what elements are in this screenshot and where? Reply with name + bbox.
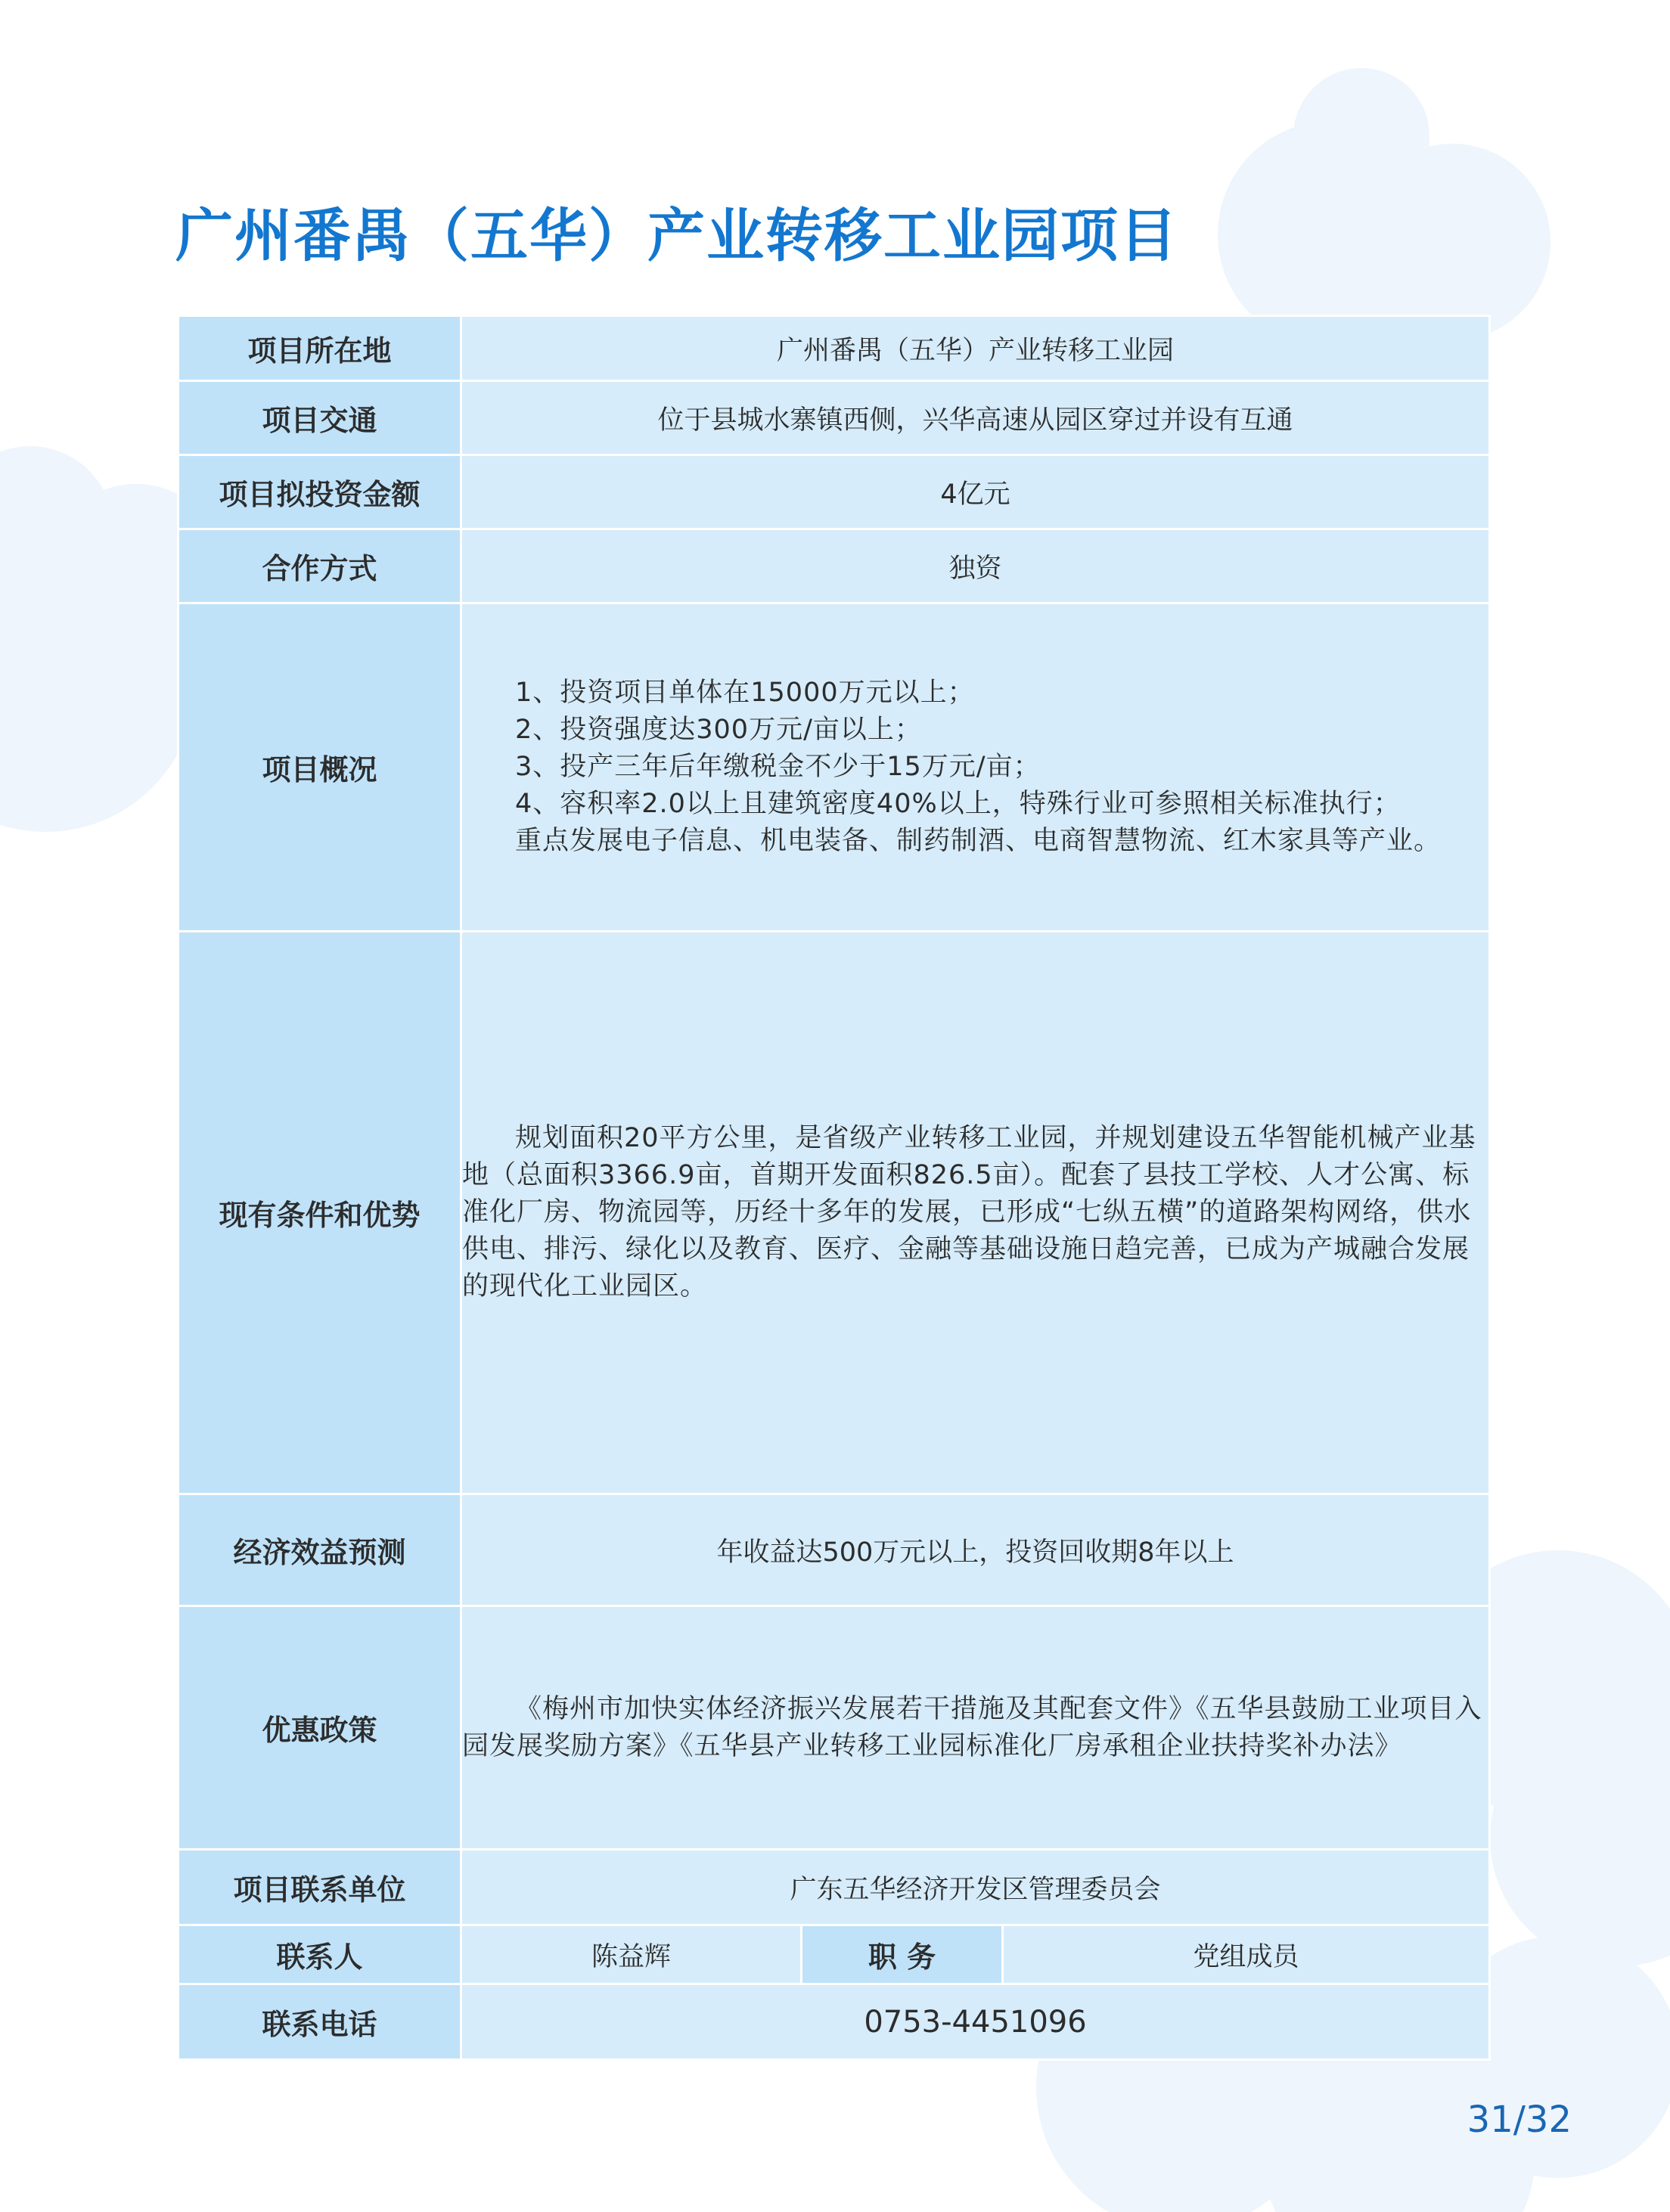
row-location	[178, 316, 1490, 381]
policy-content	[461, 1606, 1490, 1850]
overview-line: 4、容积率2.0以上且建筑密度40%以上，特殊行业可参照相关标准执行；	[515, 789, 1401, 819]
position-value: 党组成员	[1003, 1925, 1490, 1984]
benefit-value: 年收益达500万元以上，投资回收期8年以上	[461, 1494, 1490, 1606]
conditions-label: 现有条件和优势	[178, 932, 461, 1494]
project-info-table	[177, 315, 1491, 2061]
contact-person-label: 联系人	[178, 1925, 461, 1984]
investment-label: 项目拟投资金额	[178, 455, 461, 529]
traffic-label: 项目交通	[178, 381, 461, 455]
row-contact-person	[178, 1925, 1490, 1984]
overview-content	[461, 603, 1490, 932]
traffic-value: 位于县城水寨镇西侧，兴华高速从园区穿过并设有互通	[461, 381, 1490, 455]
overview-line: 重点发展电子信息、机电装备、制药制酒、电商智慧物流、红木家具等产业。	[515, 826, 1442, 856]
overview-line: 1、投资项目单体在15000万元以上；	[515, 678, 975, 708]
benefit-label: 经济效益预测	[178, 1494, 461, 1606]
cooperation-value: 独资	[461, 529, 1490, 603]
row-phone	[178, 1984, 1490, 2060]
overview-line: 2、投资强度达300万元/亩以上；	[515, 715, 922, 745]
contact-unit-label: 项目联系单位	[178, 1850, 461, 1925]
page-number: 31/32	[1467, 2099, 1572, 2141]
conditions-text: 规划面积20平方公里，是省级产业转移工业园，并规划建设五华智能机械产业基地（总面积3366.9亩，首期开发面积826.5亩）。配套了县技工学校、人才公寓、标准化厂房、物流园等，历经十多年的发展，已形成“七纵五横”的道路架构网络，供水供电、排污、绿化以及教育、医疗、金融等基础设施日趋完善，已成为产城融合发展的现代化工业园区。	[462, 1123, 1476, 1301]
contact-person-value: 陈益辉	[461, 1925, 802, 1984]
overview-line: 3、投产三年后年缴税金不少于15万元/亩；	[515, 752, 1041, 782]
policy-text: 《梅州市加快实体经济振兴发展若干措施及其配套文件》《五华县鼓励工业项目入园发展奖励方案》《五华县产业转移工业园标准化厂房承租企业扶持奖补办法》	[462, 1693, 1482, 1761]
row-overview	[178, 603, 1490, 932]
row-policy	[178, 1606, 1490, 1850]
row-traffic	[178, 381, 1490, 455]
policy-label: 优惠政策	[178, 1606, 461, 1850]
location-value: 广州番禺（五华）产业转移工业园	[461, 316, 1490, 381]
phone-label: 联系电话	[178, 1984, 461, 2060]
contact-unit-value: 广东五华经济开发区管理委员会	[461, 1850, 1490, 1925]
position-label: 职 务	[802, 1925, 1003, 1984]
location-label: 项目所在地	[178, 316, 461, 381]
page-title: 广州番禺（五华）产业转移工业园项目	[175, 202, 1178, 269]
cooperation-label: 合作方式	[178, 529, 461, 603]
overview-label: 项目概况	[178, 603, 461, 932]
row-conditions	[178, 932, 1490, 1494]
row-cooperation	[178, 529, 1490, 603]
investment-value: 4亿元	[461, 455, 1490, 529]
phone-value: 0753-4451096	[461, 1984, 1490, 2060]
conditions-content	[461, 932, 1490, 1494]
row-contact-unit	[178, 1850, 1490, 1925]
row-benefit	[178, 1494, 1490, 1606]
row-investment	[178, 455, 1490, 529]
